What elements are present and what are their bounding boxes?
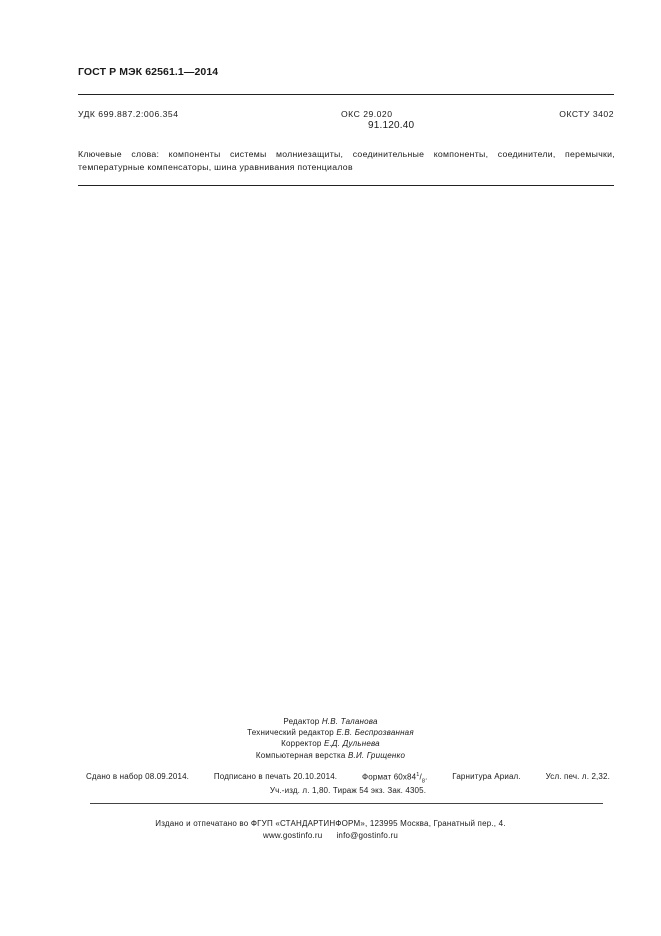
credit-line (0, 750, 661, 761)
typeface: Гарнитура Ариал. (452, 772, 521, 781)
credit-role: Технический редактор (247, 728, 334, 738)
credit-line (0, 738, 661, 749)
top-divider (78, 94, 614, 95)
credit-line (0, 716, 661, 727)
okstu-code: ОКСТУ 3402 (559, 109, 614, 119)
keywords-block (78, 148, 615, 174)
credit-role: Компьютерная верстка (255, 750, 346, 760)
print-sheets: Усл. печ. л. 2,32. (545, 772, 610, 781)
credit-line (0, 727, 661, 738)
keywords-line: Ключевые слова: компоненты системы молниезащиты, соединительные компоненты, соединители, перемычки, (78, 149, 615, 159)
udk-code: УДК 699.887.2:006.354 (78, 109, 179, 119)
keywords-divider (78, 185, 614, 186)
publication-info (86, 772, 610, 795)
credit-name: Н.В. Таланова (321, 717, 378, 726)
signed-date: Подписано в печать 20.10.2014. (213, 772, 338, 781)
email-link[interactable]: info@gostinfo.ru (336, 831, 399, 840)
submitted-date: Сдано в набор 08.09.2014. (86, 772, 190, 781)
credits-block (0, 716, 661, 761)
publisher-footer (0, 818, 661, 842)
paper-format: Формат $60x84^1/_8$. (362, 772, 428, 785)
publisher-address: Издано и отпечатано во ФГУП «СТАНДАРТИНФОРМ», 123995 Москва, Гранатный пер., 4. (155, 819, 506, 828)
credit-role: Корректор (281, 739, 322, 749)
credit-name: Е.Д. Дульнева (323, 739, 380, 749)
document-title: ГОСТ Р МЭК 62561.1—2014 (78, 66, 219, 78)
edition-details: Уч.-изд. л. 1,80. Тираж 54 экз. Зак. 4305. (269, 786, 427, 796)
website-link[interactable]: www.gostinfo.ru (262, 831, 323, 840)
credit-name: В.И. Грищенко (348, 750, 406, 760)
credit-role: Редактор (283, 717, 320, 726)
footer-divider (90, 803, 603, 804)
oks-code-secondary: 91.120.40 (368, 120, 415, 131)
keywords-line: температурные компенсаторы, шина уравнивания потенциалов (78, 162, 353, 172)
credit-name: Е.В. Беспрозванная (336, 728, 414, 738)
oks-code: ОКС 29.020 (341, 109, 393, 119)
